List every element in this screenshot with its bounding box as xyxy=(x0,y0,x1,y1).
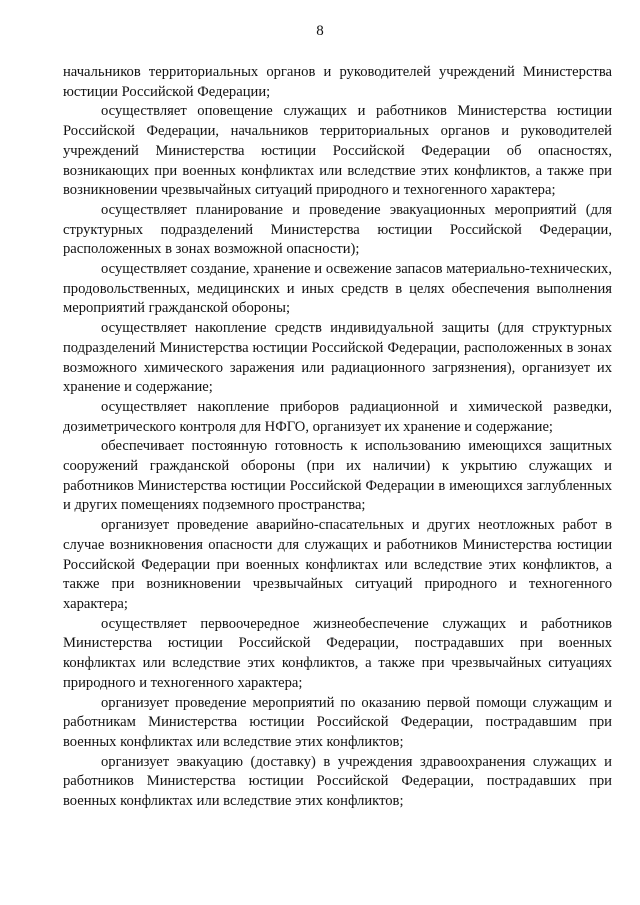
paragraph-first-aid: организует проведение мероприятий по оказанию первой помощи служащим и работникам Министерства юстиции Российской Федерации, пострадавшим при военных конфликтах или вследствие этих конфликтов; xyxy=(63,694,612,750)
paragraph-supplies: осуществляет создание, хранение и освежение запасов материально-технических, продовольственных, медицинских и иных средств в целях обеспечения выполнения мероприятий гражданской обороны; xyxy=(63,261,612,317)
paragraph-rescue-works: организует проведение аварийно-спасательных и других неотложных работ в случае возникновения опасности для служащих и работников Министерства юстиции Российской Федерации при военных конфликтах или вследствие этих конфликтов, а также при возникновении чрезвычайных ситуаций природного и техногенного характера; xyxy=(63,517,612,612)
document-body xyxy=(63,63,612,812)
paragraph-shelters: обеспечивает постоянную готовность к использованию имеющихся защитных сооружений гражданской обороны (при их наличии) к укрытию служащих и работников Министерства юстиции Российской Федерации в имеющихся заглубленных и других помещениях подземного пространства; xyxy=(63,438,612,514)
page-number: 8 xyxy=(316,23,324,39)
paragraph-protective-equipment: осуществляет накопление средств индивидуальной защиты (для структурных подразделений Министерства юстиции Российской Федерации, расположенных в зонах возможного химического заражения или радиационного загрязнения), организует их хранение и содержание; xyxy=(63,320,612,396)
paragraph-reconnaissance-devices: осуществляет накопление приборов радиационной и химической разведки, дозиметрического контроля для НФГО, организует их хранение и содержание; xyxy=(63,398,612,435)
paragraph-notification: осуществляет оповещение служащих и работников Министерства юстиции Российской Федерации, начальников территориальных органов и руководителей учреждений Министерства юстиции Российской Федерации об опасностях, возникающих при военных конфликтах или вследствие этих конфликтов, а также при возникновении чрезвычайных ситуаций природного и техногенного характера; xyxy=(63,103,612,199)
paragraph-life-support: осуществляет первоочередное жизнеобеспечение служащих и работников Министерства юстиции Российской Федерации, пострадавших при военных конфликтах или вследствие этих конфликтов, а также при чрезвычайных ситуациях природного и техногенного характера; xyxy=(63,615,612,691)
paragraph-continuation: начальников территориальных органов и руководителей учреждений Министерства юстиции Российской Федерации; xyxy=(63,64,612,100)
paragraph-evacuation-planning: осуществляет планирование и проведение эвакуационных мероприятий (для структурных подразделений Министерства юстиции Российской Федерации, расположенных в зонах возможной опасности); xyxy=(63,201,612,258)
paragraph-medical-evacuation: организует эвакуацию (доставку) в учреждения здравоохранения служащих и работников Министерства юстиции Российской Федерации, пострадавших при военных конфликтах или вследствие этих конфликтов; xyxy=(63,753,612,810)
